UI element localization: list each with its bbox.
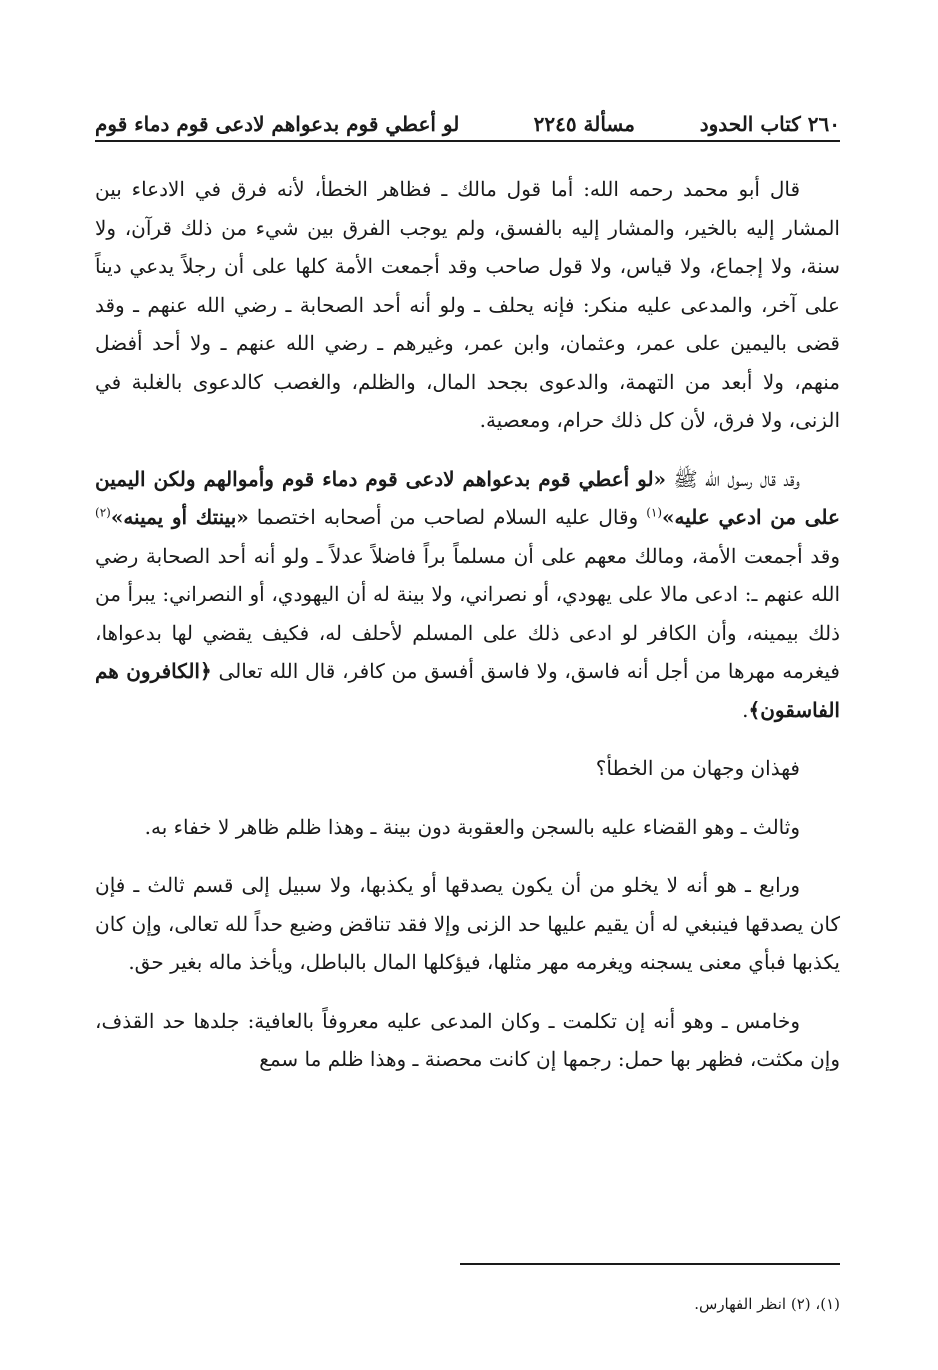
paragraph-1: قال أبو محمد رحمه الله: أما قول مالك ـ فظاهر الخطأ، لأنه فرق في الادعاء بين المشار إليه بالخير، والمشار إليه بالفسق، ولم يوجب الفرق بين شيء من ذلك قرآن، ولا سنة، ولا إجماع، ولا قياس، ولا قول صاحب وقد أجمعت الأمة كلها على أن رجلاً يدعي ديناً على آخر، والمدعى عليه منكر: فإنه يحلف ـ ولو أنه أحد الصحابة ـ رضي الله عنهم ـ وقد قضى باليمين على عمر، وعثمان، وابن عمر، وغيرهم ـ رضي الله عنهم ـ ولا أحد أفضل منهم، ولا أبعد من التهمة، والدعوى بجحد المال، والظلم، والغصب كالدعوى بالغلبة في الزنى، ولا فرق، لأن كل ذلك حرام، ومعصية. — [95, 177, 840, 432]
p2-text-b: وقال عليه السلام لصاحب من أصحابه اختصما — [248, 505, 647, 529]
paragraph-2 — [95, 460, 840, 730]
evidence-quote: «بينتك أو يمينه» — [110, 505, 249, 529]
issue-number: مسألة ٢٢٤٥ — [533, 112, 635, 136]
page-number-and-book-title: ٢٦٠ كتاب الحدود — [699, 112, 840, 136]
paragraph-4: وثالث ـ وهو القضاء عليه بالسجن والعقوبة دون بينة ـ وهذا ظلم ظاهر لا خفاء به. — [144, 814, 800, 839]
footnote-divider — [460, 1263, 840, 1265]
running-header — [95, 108, 840, 142]
footnote-ref-2: (٢) — [95, 505, 111, 520]
quran-verse: ﴿الكافرون هم الفاسقون﴾ — [95, 659, 840, 722]
paragraph-5: ورابع ـ هو أنه لا يخلو من أن يكون يصدقها أو يكذبها، ولا سبيل إلى قسم ثالث ـ فإن كان يصدقها فينبغي له أن يقيم عليها حد الزنى وإلا فقد تناقض وضيع حداً لله تعالى، وإن كان يكذبها فبأي معنى يسجنه ويغرمه مهر مثلها، فيؤكلها المال بالباطل، ويأخذ ماله بغير حق. — [95, 873, 840, 974]
p2-text-a: وقد قال رسول الله ﷺ — [666, 466, 800, 491]
chapter-topic: لو أعطي قوم بدعواهم لادعى قوم دماء قوم — [95, 112, 460, 136]
footnote-ref-1: (١) — [646, 505, 663, 520]
paragraph-3: فهذان وجهان من الخطأ؟ — [595, 756, 800, 780]
main-text — [95, 170, 840, 1099]
hadith-quote: «لو أعطي قوم بدعواهم لادعى قوم دماء قوم وأموالهم ولكن اليمين على من ادعي عليه» — [95, 466, 840, 529]
paragraph-6: وخامس ـ وهو أنه إن تكلمت ـ وكان المدعى عليه معروفاً بالعافية: جلدها حد القذف، وإن مكثت، فظهر بها حمل: رجمها إن كانت محصنة ـ وهذا ظلم ما سمع — [95, 1008, 840, 1071]
p2-text-d: . — [742, 697, 749, 722]
footnote: (١)، (٢) انظر الفهارس. — [694, 1295, 840, 1313]
p2-text-c: وقد أجمعت الأمة، ومالك معهم على أن مسلماً براً فاضلاً عدلاً ـ ولو أنه أحد الصحابة رضي الله عنهم ـ: ادعى مالا على يهودي، أو نصراني، ولا بينة له أن اليهودي، أو النصراني: يبرأ من ذلك بيمينه، وأن الكافر لو ادعى ذلك على المسلم لأحلف له، فكيف يقضي لها بدعواها، فيغرمه مهرها من أجل أنه فاسق، ولا فاسق أفسق من كافر، قال الله تعالى — [95, 543, 840, 683]
